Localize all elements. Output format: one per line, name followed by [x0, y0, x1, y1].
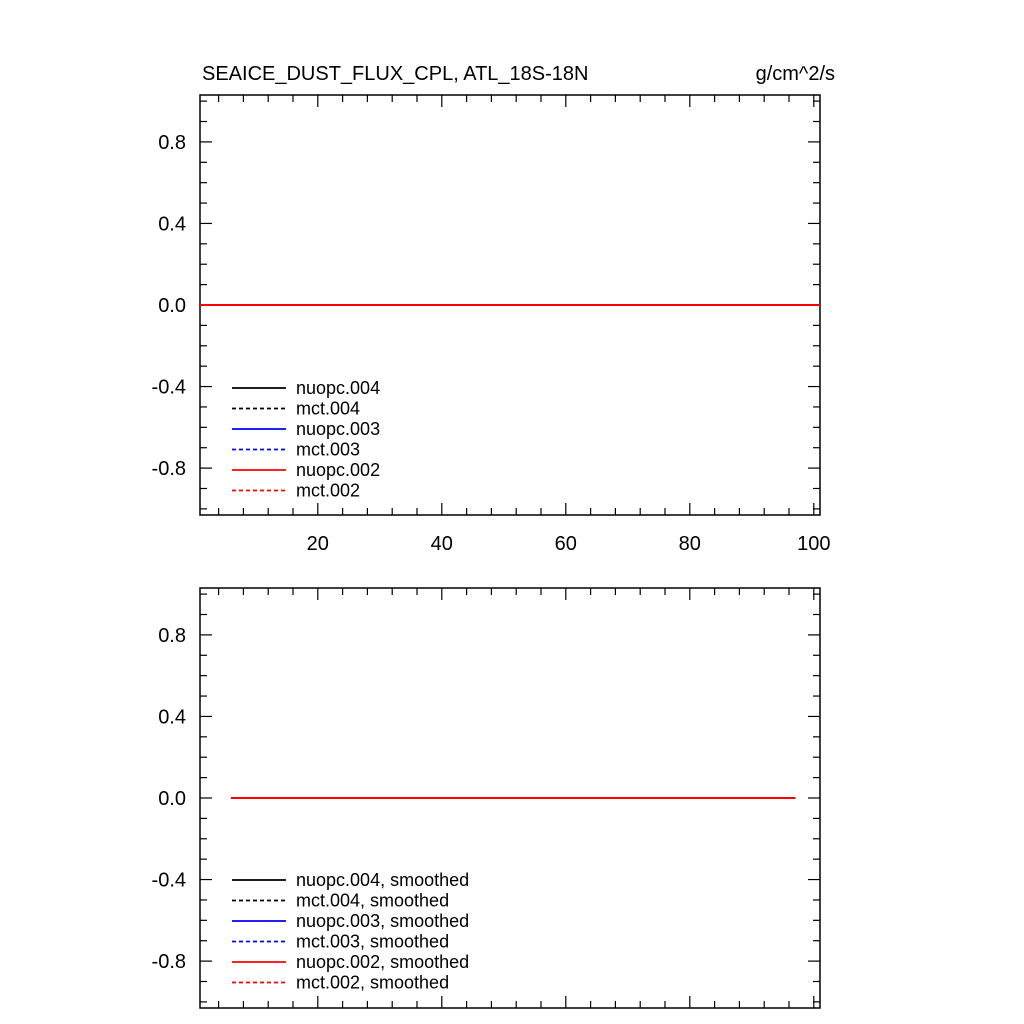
legend-label: mct.003 [296, 439, 361, 460]
y-tick-label: 0.4 [158, 706, 186, 729]
x-tick-label: 60 [554, 533, 577, 555]
y-tick-label: 0.0 [158, 295, 186, 317]
legend-label: nuopc.002 [296, 460, 381, 480]
y-tick-label: -0.8 [151, 458, 186, 481]
y-tick-label: -0.8 [151, 951, 186, 974]
legend-label: mct.004 [296, 398, 361, 419]
x-tick-label: 100 [797, 533, 831, 555]
legend-label: nuopc.004 [296, 378, 381, 398]
x-tick-label: 80 [678, 533, 701, 555]
legend-label: mct.003, smoothed [296, 931, 450, 952]
legend-label: mct.002 [296, 480, 361, 501]
legend-label: nuopc.003 [296, 419, 381, 439]
x-tick-label: 40 [430, 533, 453, 555]
y-tick-label: 0.8 [158, 131, 186, 154]
legend-label: mct.002, smoothed [296, 972, 450, 993]
units-label: g/cm^2/s [755, 63, 835, 85]
x-tick-label: 20 [306, 533, 329, 555]
legend-label: nuopc.003, smoothed [296, 911, 470, 931]
y-tick-label: 0.8 [158, 624, 186, 647]
chart-title: SEAICE_DUST_FLUX_CPL, ATL_18S-18N [202, 63, 589, 85]
legend-label: nuopc.002, smoothed [296, 952, 470, 972]
legend-label: mct.004, smoothed [296, 890, 450, 911]
y-tick-label: -0.4 [151, 869, 186, 892]
legend-label: nuopc.004, smoothed [296, 870, 470, 890]
y-tick-label: -0.4 [151, 376, 186, 399]
y-tick-label: 0.0 [158, 788, 186, 810]
y-tick-label: 0.4 [158, 213, 186, 236]
